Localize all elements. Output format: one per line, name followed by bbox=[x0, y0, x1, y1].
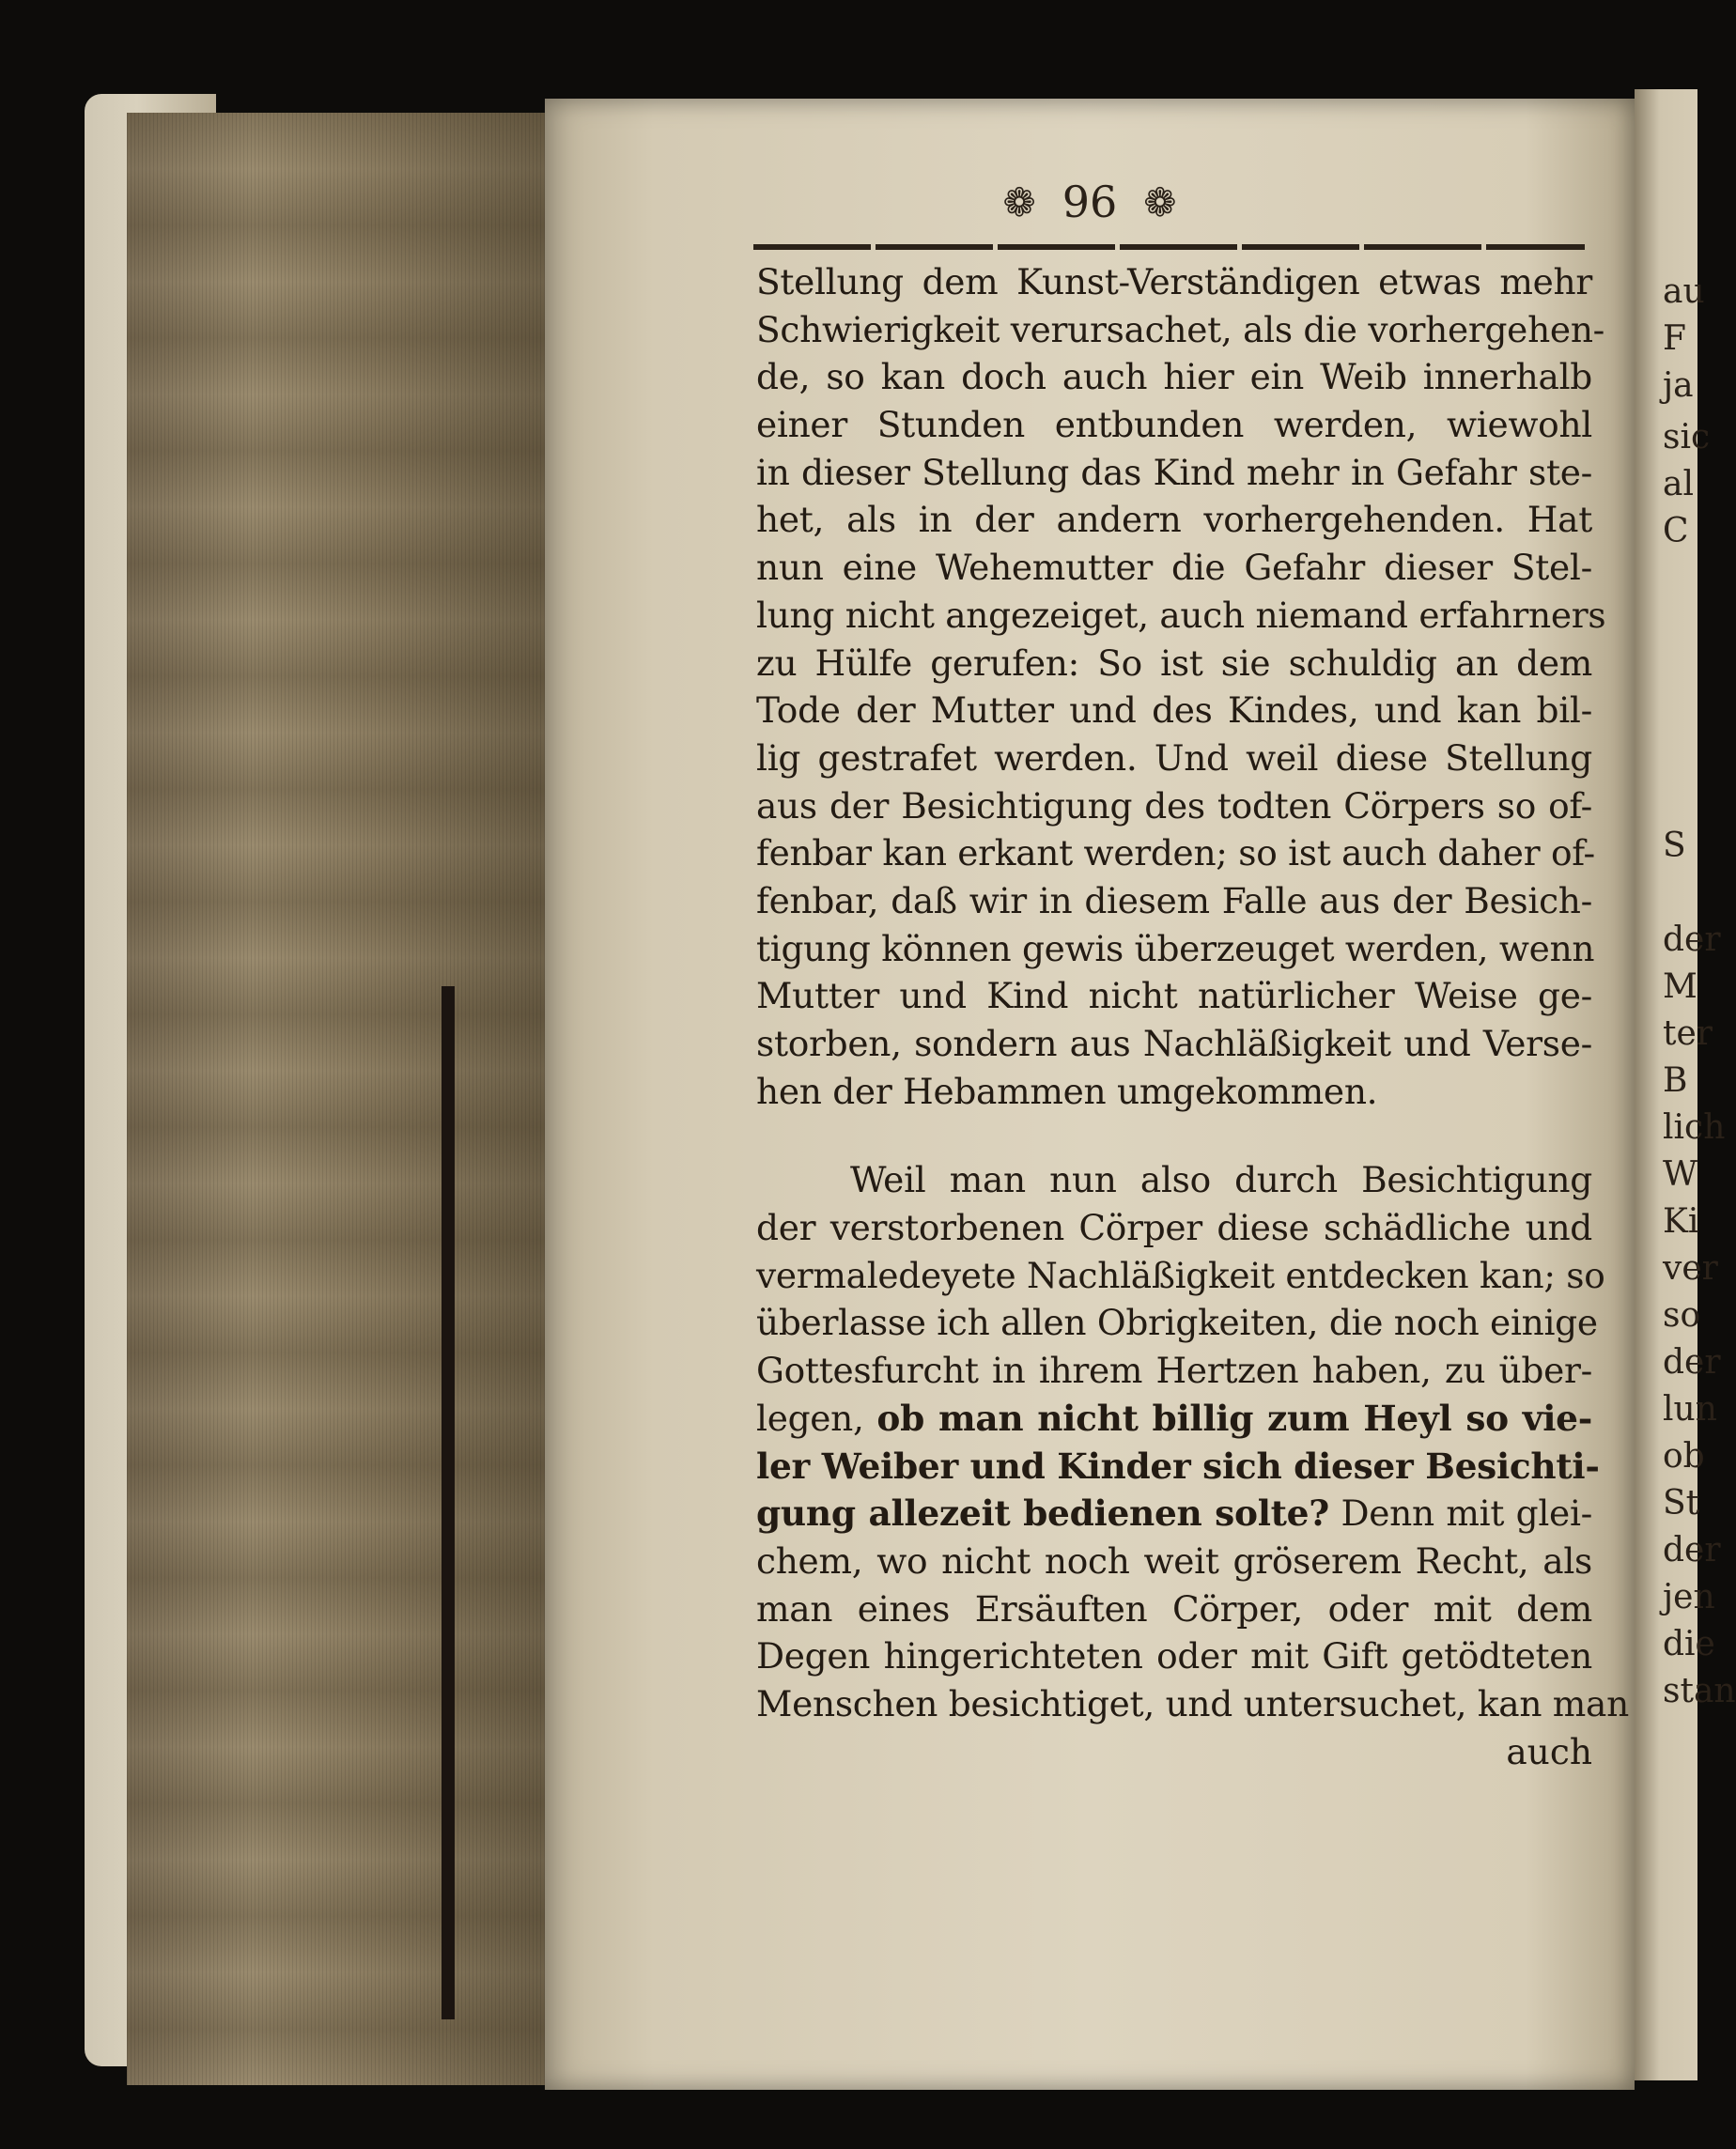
adjacent-text-fragment: ter bbox=[1663, 1014, 1713, 1053]
adjacent-text-fragment: Ki bbox=[1663, 1202, 1699, 1241]
text-segment: legen, bbox=[756, 1397, 864, 1439]
text-line: überlasse ich allen Obrigkeiten, die noch einige bbox=[756, 1302, 1598, 1344]
ornament-left-icon: ❁ bbox=[1002, 178, 1036, 225]
adjacent-text-fragment: S bbox=[1663, 827, 1686, 865]
text-line: einer Stunden entbunden werden, wiewohl bbox=[756, 404, 1592, 446]
adjacent-text-fragment: der bbox=[1663, 1531, 1721, 1569]
text-line: tigung können gewis überzeuget werden, wenn bbox=[756, 927, 1595, 969]
adjacent-text-fragment: die bbox=[1663, 1625, 1715, 1663]
text-line bbox=[756, 1395, 1592, 1443]
page-header bbox=[545, 169, 1635, 235]
catchword: auch bbox=[1506, 1730, 1592, 1772]
text-line: storben, sondern aus Nachläßigkeit und Verse- bbox=[756, 1023, 1592, 1064]
page-number: 96 bbox=[1062, 177, 1118, 227]
text-line: chem, wo nicht noch weit gröserem Recht, als bbox=[756, 1539, 1592, 1582]
emphasis-segment: gung allezeit bedienen solte? bbox=[756, 1492, 1329, 1535]
text-line: Degen hingerichteten oder mit Gift getödteten bbox=[756, 1635, 1592, 1677]
text-line: aus der Besichtigung des todten Cörpers so of- bbox=[756, 784, 1592, 827]
page-block-edge bbox=[127, 113, 545, 2085]
text-line: der verstorbenen Cörper diese schädliche und bbox=[756, 1207, 1592, 1249]
ornament-right-icon: ❁ bbox=[1143, 178, 1177, 225]
text-line: de, so kan doch auch hier ein Weib innerhalb bbox=[756, 356, 1592, 398]
text-line: vermaledeyete Nachläßigkeit entdecken kan; so bbox=[756, 1254, 1605, 1296]
adjacent-text-fragment: lich bbox=[1663, 1108, 1726, 1147]
adjacent-text-fragment: stan bbox=[1663, 1672, 1736, 1710]
text-segment: Denn mit glei- bbox=[1341, 1492, 1593, 1535]
adjacent-text-fragment: lun bbox=[1663, 1390, 1717, 1429]
emphasis-segment: ob man nicht billig zum Heyl so vie- bbox=[876, 1397, 1592, 1439]
adjacent-text-fragment: W bbox=[1663, 1155, 1698, 1194]
paragraph-2 bbox=[756, 1156, 1629, 1727]
text-line: man eines Ersäuften Cörper, oder mit dem bbox=[756, 1587, 1592, 1630]
text-line: Mutter und Kind nicht natürlicher Weise ge- bbox=[756, 975, 1592, 1017]
text-line: Weil man nun also durch Besichtigung bbox=[850, 1159, 1592, 1201]
adjacent-text-fragment: der bbox=[1663, 1343, 1721, 1382]
adjacent-text-fragment: sic bbox=[1663, 418, 1711, 456]
adjacent-text-fragment: au bbox=[1663, 272, 1705, 311]
adjacent-text-fragment: M bbox=[1663, 967, 1697, 1006]
text-line: zu Hülfe gerufen: So ist sie schuldig an dem bbox=[756, 642, 1592, 684]
text-line bbox=[756, 1490, 1592, 1538]
page-body bbox=[756, 258, 1629, 1775]
adjacent-text-fragment: so bbox=[1663, 1296, 1701, 1335]
adjacent-text-fragment: C bbox=[1663, 512, 1689, 550]
text-line: Tode der Mutter und des Kindes, und kan bil- bbox=[756, 689, 1592, 732]
adjacent-text-fragment: al bbox=[1663, 465, 1694, 503]
text-line: lung nicht angezeiget, auch niemand erfahrners bbox=[756, 594, 1606, 636]
text-line: Gottesfurcht in ihrem Hertzen haben, zu über- bbox=[756, 1350, 1592, 1392]
adjacent-text-fragment: B bbox=[1663, 1061, 1688, 1100]
text-line: in dieser Stellung das Kind mehr in Gefahr ste- bbox=[756, 451, 1592, 493]
bookmark-ribbon bbox=[442, 986, 455, 2019]
header-rule bbox=[753, 244, 1585, 250]
book-page bbox=[545, 99, 1635, 2090]
paragraph-gap bbox=[756, 1115, 1592, 1156]
text-line: fenbar, daß wir in diesem Falle aus der Besich- bbox=[756, 879, 1592, 921]
adjacent-text-fragment: F bbox=[1663, 319, 1686, 358]
adjacent-text-fragment: jen bbox=[1663, 1578, 1715, 1616]
paragraph-1 bbox=[756, 258, 1606, 1115]
text-line: hen der Hebammen umgekommen. bbox=[756, 1070, 1378, 1112]
adjacent-text-fragment: St bbox=[1663, 1484, 1700, 1523]
text-line: lig gestrafet werden. Und weil diese Stellung bbox=[756, 736, 1592, 779]
text-line: Schwierigkeit verursachet, als die vorhergehen- bbox=[756, 308, 1605, 350]
adjacent-text-fragment: ja bbox=[1663, 366, 1694, 405]
text-line: nun eine Wehemutter die Gefahr dieser Stel- bbox=[756, 547, 1592, 589]
adjacent-text-fragment: der bbox=[1663, 920, 1721, 959]
adjacent-text-fragment: ob bbox=[1663, 1437, 1705, 1476]
emphasis-line: ler Weiber und Kinder sich dieser Besichti- bbox=[756, 1445, 1600, 1487]
adjacent-text-fragment: ver bbox=[1663, 1249, 1718, 1288]
text-line: het, als in der andern vorhergehenden. Hat bbox=[756, 499, 1592, 541]
text-line: fenbar kan erkant werden; so ist auch daher of- bbox=[756, 832, 1595, 874]
text-line: Stellung dem Kunst-Verständigen etwas mehr bbox=[756, 261, 1592, 302]
text-line: Menschen besichtiget, und untersuchet, kan man bbox=[756, 1682, 1629, 1724]
